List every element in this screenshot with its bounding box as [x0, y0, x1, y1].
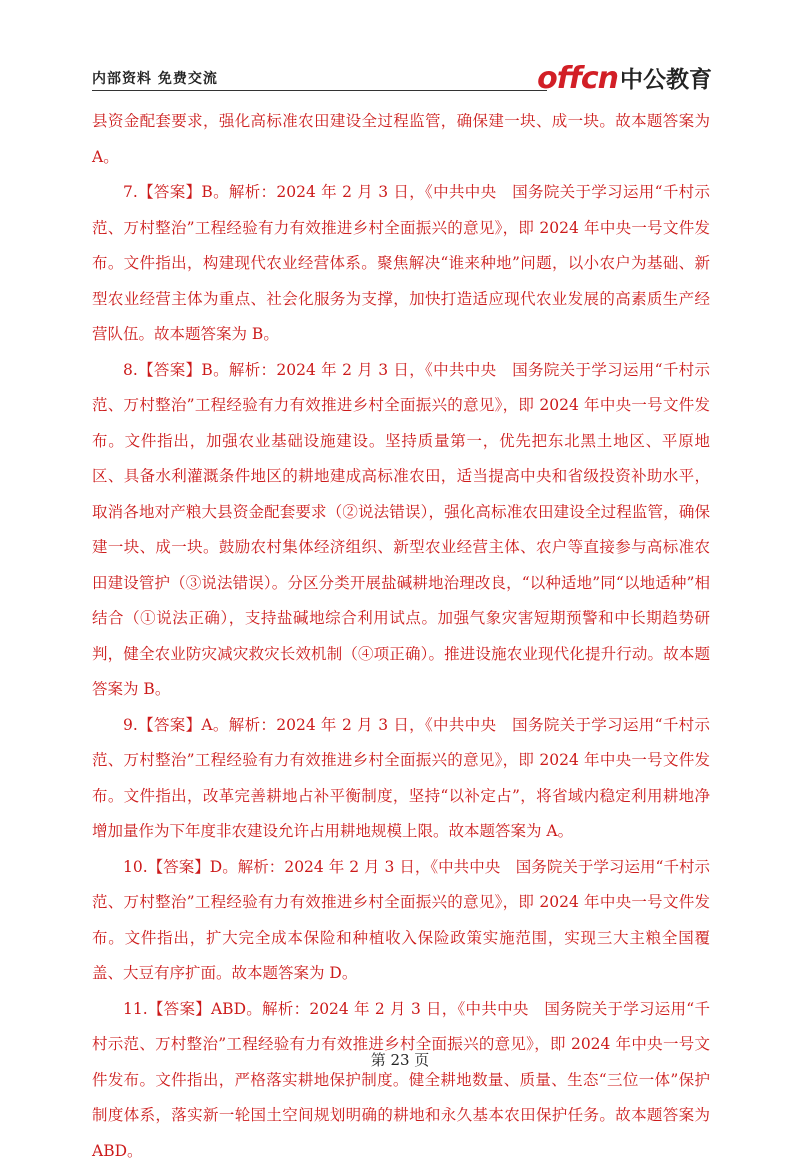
logo-latin-text: offcn [537, 64, 618, 94]
document-body [92, 104, 710, 1169]
page-header [92, 60, 712, 94]
header-label: 内部资料 免费交流 [92, 68, 218, 88]
paragraph-continuation: 县资金配套要求，强化高标准农田建设全过程监管，确保建一块、成一块。故本题答案为 A。 [92, 104, 710, 175]
answer-8: 8.【答案】B。解析：2024 年 2 月 3 日，《中共中央 国务院关于学习运用“千村示范、万村整治”工程经验有力有效推进乡村全面振兴的意见》，即 2024 年中央一号文件发布。文件指出，加强农业基础设施建设。坚持质量第一，优先把东北黑土地区、平原地区、具备水利灌溉条件地区的耕地建成高标准农田，适当提高中央和省级投资补助水平，取消各地对产粮大县资金配套要求（②说法错误），强化高标准农田建设全过程监管，确保建一块、成一块。鼓励农村集体经济组织、新型农业经营主体、农户等直接参与高标准农田建设管护（③说法错误）。分区分类开展盐碱耕地治理改良，“以种适地”同“以地适种”相结合（①说法正确），支持盐碱地综合利用试点。加强气象灾害短期预警和中长期趋势研判，健全农业防灾减灾救灾长效机制（④项正确）。推进设施农业现代化提升行动。故本题答案为 B。 [92, 353, 710, 708]
logo-chinese-text: 中公教育 [620, 66, 712, 94]
offcn-logo [537, 60, 712, 94]
header-divider [92, 90, 547, 91]
answer-9: 9.【答案】A。解析：2024 年 2 月 3 日，《中共中央 国务院关于学习运用“千村示范、万村整治”工程经验有力有效推进乡村全面振兴的意见》，即 2024 年中央一号文件发布。文件指出，改革完善耕地占补平衡制度，坚持“以补定占”，将省域内稳定利用耕地净增加量作为下年度非农建设允许占用耕地规模上限。故本题答案为 A。 [92, 708, 710, 850]
answer-11: 11.【答案】ABD。解析：2024 年 2 月 3 日，《中共中央 国务院关于学习运用“千村示范、万村整治”工程经验有力有效推进乡村全面振兴的意见》，即 2024 年中央一号文件发布。文件指出，严格落实耕地保护制度。健全耕地数量、质量、生态“三位一体”保护制度体系，落实新一轮国土空间规划明确的耕地和永久基本农田保护任务。故本题答案为 ABD。 [92, 992, 710, 1169]
answer-10: 10.【答案】D。解析：2024 年 2 月 3 日，《中共中央 国务院关于学习运用“千村示范、万村整治”工程经验有力有效推进乡村全面振兴的意见》，即 2024 年中央一号文件发布。文件指出，扩大完全成本保险和种植收入保险政策实施范围，实现三大主粮全国覆盖、大豆有序扩面。故本题答案为 D。 [92, 850, 710, 992]
page-number: 第 23 页 [0, 1049, 800, 1070]
answer-7: 7.【答案】B。解析：2024 年 2 月 3 日，《中共中央 国务院关于学习运用“千村示范、万村整治”工程经验有力有效推进乡村全面振兴的意见》，即 2024 年中央一号文件发布。文件指出，构建现代农业经营体系。聚焦解决“谁来种地”问题，以小农户为基础、新型农业经营主体为重点、社会化服务为支撑，加快打造适应现代农业发展的高素质生产经营队伍。故本题答案为 B。 [92, 175, 710, 353]
